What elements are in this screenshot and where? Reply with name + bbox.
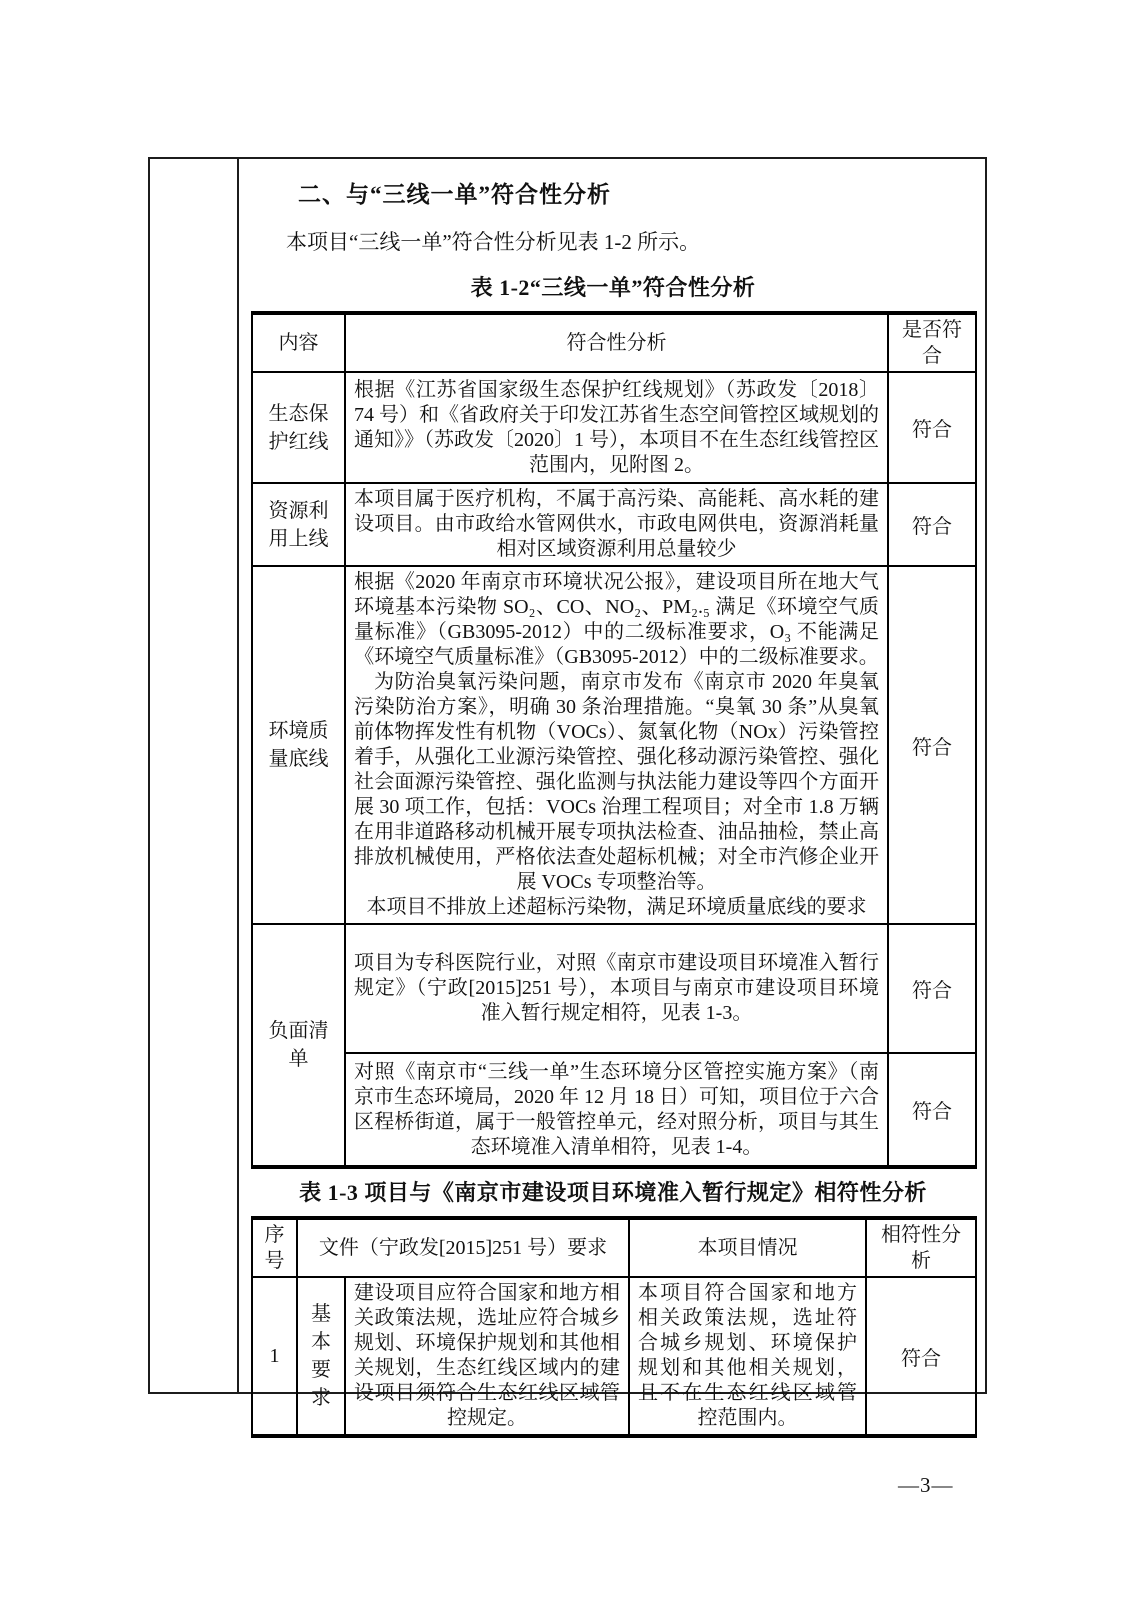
form-border-box (148, 157, 987, 1429)
table-1-3-header-row (252, 1218, 976, 1277)
env-quality-paragraph-1: 根据《2020 年南京市环境状况公报》，建设项目所在地大气环境基本污染物 SO₂、CO、NO₂、PM₂.₅ 满足《环境空气质量标准》（GB3095-2012）中的二级标准要求，O₃ 不能满足《环境空气质量标准》（GB3095-2012）中的二级标准要求。 (354, 571, 879, 668)
table-1-2-header-row (252, 313, 976, 372)
table-1-2 (251, 311, 977, 1169)
row-label-env-quality: 环境质量底线 (252, 566, 345, 924)
form-left-column (150, 159, 239, 1392)
cell-negative-list-conform-2: 符合 (888, 1053, 976, 1167)
header-content: 内容 (252, 313, 345, 372)
cell-resource-limit-conform: 符合 (888, 483, 976, 566)
section-heading: 二、与“三线一单”符合性分析 (298, 182, 611, 207)
row-eco-redline (252, 372, 976, 483)
cell-negative-list-conform-1: 符合 (888, 924, 976, 1053)
cell-resource-limit-analysis: 本项目属于医疗机构，不属于高污染、高能耗、高水耗的建设项目。由市政给水管网供水，市政电网供电，资源消耗量相对区域资源利用总量较少 (345, 483, 888, 566)
cell-basic-requirement: 建设项目应符合国家和地方相关政策法规，选址应符合城乡规划、环境保护规划和其他相关规划，生态红线区域内的建设项目须符合生态红线区域管控规定。 (345, 1277, 629, 1436)
row-label-eco-redline: 生态保护红线 (252, 372, 345, 483)
env-quality-paragraph-2: 为防治臭氧污染问题，南京市发布《南京市 2020 年臭氧污染防治方案》，明确 30 条治理措施。“臭氧 30 条”从臭氧前体物挥发性有机物（VOCs）、氮氧化物（NOx）污染管控着手，从强化工业源污染管控、强化移动源污染管控、强化社会面源污染管控、强化监测与执法能力建设等四个方面开展 30 项工作，包括：VOCs 治理工程项目；对全市 1.8 万辆在用非道路移动机械开展专项执法检查、油品抽检，禁止高排放机械使用，严格依法查处超标机械；对全市汽修企业开展 VOCs 专项整治等。 (354, 671, 879, 893)
cell-eco-redline-analysis: 根据《江苏省国家级生态保护红线规划》（苏政发〔2018〕74 号）和《省政府关于印发江苏省生态空间管控区域规划的通知》》（苏政发〔2020〕1 号），本项目不在生态红线管控区范围内，见附图 2。 (345, 372, 888, 483)
header-conform-analysis: 相符性分析 (866, 1218, 976, 1277)
env-quality-paragraph-3: 本项目不排放上述超标污染物，满足环境质量底线的要求 (366, 896, 867, 918)
cell-basic-category: 基本要求 (297, 1277, 345, 1436)
form-content-area (241, 159, 985, 1429)
table-1-3-title: 表 1-3 项目与《南京市建设项目环境准入暂行规定》相符性分析 (299, 1180, 927, 1205)
cell-negative-list-analysis-1: 项目为专科医院行业，对照《南京市建设项目环境准入暂行规定》（宁政[2015]251 号），本项目与南京市建设项目环境准入暂行规定相符，见表 1-3。 (345, 924, 888, 1053)
cell-env-quality-conform: 符合 (888, 566, 976, 924)
row-label-negative-list: 负面清单 (252, 924, 345, 1167)
header-analysis: 符合性分析 (345, 313, 888, 372)
header-no: 序号 (252, 1218, 297, 1277)
cell-basic-no: 1 (252, 1277, 297, 1436)
cell-basic-conform: 符合 (866, 1277, 976, 1436)
page-number: —3— (898, 1473, 954, 1497)
table-1-2-title: 表 1-2“三线一单”符合性分析 (470, 275, 756, 300)
row-env-quality (252, 566, 976, 924)
row-label-resource-limit: 资源利用上线 (252, 483, 345, 566)
row-negative-list-1 (252, 924, 976, 1053)
header-requirement: 文件（宁政发[2015]251 号）要求 (297, 1218, 629, 1277)
row-basic-requirement (252, 1277, 976, 1436)
cell-env-quality-analysis (345, 566, 888, 924)
cell-basic-project: 本项目符合国家和地方相关政策法规，选址符合城乡规划、环境保护规划和其他相关规划，且不在生态红线区域管控范围内。 (629, 1277, 866, 1436)
intro-paragraph: 本项目“三线一单”符合性分析见表 1-2 所示。 (286, 230, 701, 254)
header-project: 本项目情况 (629, 1218, 866, 1277)
row-resource-limit (252, 483, 976, 566)
cell-negative-list-analysis-2: 对照《南京市“三线一单”生态环境分区管控实施方案》（南京市生态环境局，2020 年 12 月 18 日）可知，项目位于六合区程桥街道，属于一般管控单元，经对照分析，项目与其生态环境准入清单相符，见表 1-4。 (345, 1053, 888, 1167)
row-negative-list-2 (252, 1053, 976, 1167)
header-conform: 是否符合 (888, 313, 976, 372)
cell-eco-redline-conform: 符合 (888, 372, 976, 483)
table-1-3 (251, 1216, 977, 1438)
